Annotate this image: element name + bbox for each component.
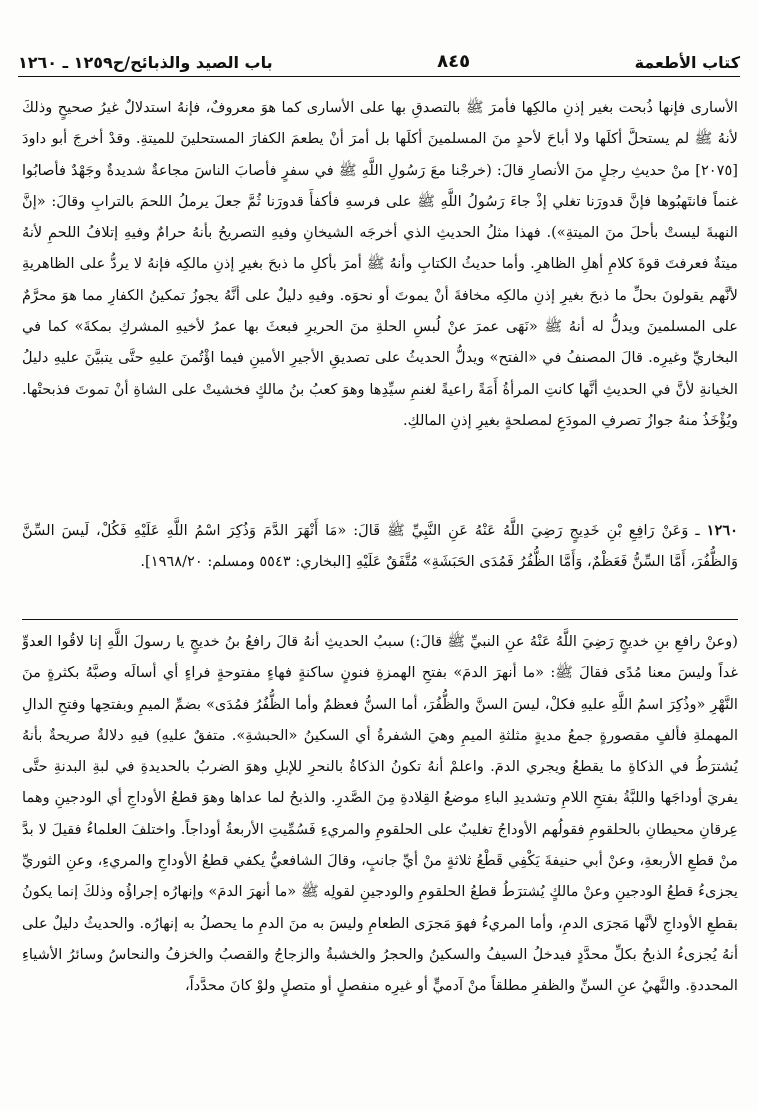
page-body (22, 92, 738, 1094)
header-rule (18, 76, 740, 77)
commentary-paragraph-2: (وعنْ رافعِ بنِ خديجٍ رَضِيَ اللَّهُ عَنْهُ عنِ النبيِّ ﷺ قالَ:) سببُ الحديثِ أنهُ قالَ رافعُ بنُ خديجٍ يا رسولَ اللَّهِ إنا لاقُوا العدوِّ غداً وليسَ معنا مُدًى فقالَ ﷺ: «ما أنهرَ الدمَ» بفتحِ الهمزةِ فنونٍ ساكنةٍ فهاءٍ مفتوحةٍ فراءٍ أي أسالَه وصبَّهُ بكثرةٍ منَ النَّهْرِ «وذُكِرَ اسمُ اللَّهِ عليهِ فكلْ، ليسَ السنَّ والظُّفُرَ، أما السنُّ فعظمٌ وأما الظُّفُرُ فمُدَى» بضمِّ الميمِ وبفتحِها وفتحِ الدالِ المهملةِ فألفٍ مقصورةٍ جمعُ مديةٍ مثلثةِ الميمِ وهيَ الشفرةُ أي السكينُ «الحبشةِ». متفقٌ عليهِ) فيهِ دلالةٌ صريحةٌ بأنهُ يُشترَطُ في الذكاةِ ما يقطعُ ويجري الدمَ. واعلمْ أنهُ تكونُ الذكاةُ بالنحرِ للإبلِ وهوَ الضربُ بالحديدةِ في لبةِ البدنةِ حتَّى يفريَ أوداجَها واللبَّةُ بفتحِ اللامِ وتشديدِ الباءِ موضعُ القِلادةِ مِنَ الصَّدرِ. والذبحُ لما عداها وهوَ قطعُ الأوداجِ أي الودجينِ وهما عِرقانِ محيطانِ بالحلقومِ فقولُهم الأوداجُ تغليبٌ على الحلقومِ والمريءِ فَسُمِّيتِ الأربعةُ أوداجاً. واختلفَ العلماءُ فقيلَ لا بدَّ منْ قطعِ الأربعةِ، وعنْ أبي حنيفةَ يَكْفِي قَطْعُ ثلاثةٍ منْ أيِّ جانبٍ، وقالَ الشافعيُّ يكفي قطعُ الأوداجِ والمريءِ، وعنِ الثوريِّ يجزىءُ قطعُ الودجينِ وعنْ مالكٍ يُشترَطُ قطعُ الحلقومِ والودجينِ لقولِه ﷺ «ما أنهرَ الدمَ» وإنهارُه إجراؤُه وذلكَ إنما يكونُ بقطعِ الأوداجِ لأنَّها مَجرَى الدمِ، وأما المريءُ فهوَ مَجرَى الطعامِ وليسَ به منَ الدمِ ما يحصلُ به إنهارُه. والحديثُ دليلٌ على أنهُ يُجزىءُ الذبحُ بكلِّ محدَّدٍ فيدخلُ السيفُ والسكينُ والحجرُ والخشبةُ والزجاجُ والقصبُ والخزفُ والنحاسُ وسائرُ الأشياءِ المحددةِ. والنَّهيُ عنِ السنِّ والظفرِ مطلقاً منْ آدميٍّ أو غيرِه منفصلٍ أو متصلٍ ولوْ كانَ محدَّداً، (22, 633, 738, 995)
hadith-paragraph (22, 515, 738, 611)
page-number: ٨٤٥ (437, 51, 471, 72)
running-header (18, 42, 740, 72)
commentary-paragraph-1: الأسارى فإنها ذُبحت بغير إذنِ مالكِها فأمرَ ﷺ بالتصدقِ بها على الأسارى كما هوَ معروفٌ، فإنهُ استدلالٌ غيرُ صحيحٍ وذلكَ لأنهُ ﷺ لم يستحلَّ أكلَها ولا أباحَ لأحدٍ منَ المسلمينَ أكلَها بل أمرَ أنْ يطعمَ الكفارَ المستحلينَ للميتةِ. وقدْ أخرجَ أبو داودَ [٢٠٧٥] منْ حديثِ رجلٍ منَ الأنصارِ قالَ: (خرجْنا معَ رَسُولِ اللَّهِ ﷺ في سفرٍ فأصابَ الناسَ مجاعةٌ شديدةٌ وجَهْدٌ فأصابُوا غنماً فانتَهبُوها فإنَّ قدورَنا تغلي إذْ جاءَ رَسُولُ اللَّهِ ﷺ على فرسهِ فأكفأَ قدورَنا ثُمَّ جعلَ يرملُ اللحمَ بالترابِ وقالَ: «إنَّ النهبةَ ليستْ بأحلَ منَ الميتةِ»). فهذا مثلُ الحديثِ الذي أخرجَه الشيخانِ وفيهِ التصريحُ بأنهُ حرامٌ وفيهِ إتلافُ اللحمِ لأنهُ ميتةٌ فعرفتَ قوةَ كلامِ أهلِ الظاهرِ. وأما حديثُ الكتابِ وأنهُ ﷺ أمرَ بأكلِ ما ذبحَ بغيرِ إذنِ مالكِه فإنهُ لا يردُّ على الظاهريةِ لأنَّهم يقولونَ بحلِّ ما ذبحَ بغيرِ إذنِ مالكِه مخافةَ أنْ يموتَ أو نحوَه. وفيهِ دليلٌ على أنَّهُ يجوزُ تمكينُ الكفارِ مما هوَ محرَّمٌ على المسلمينَ ويدلُّ له أنهُ ﷺ «نَهَى عمرَ عنْ لُبسِ الحلةِ منَ الحريرِ فبعثَ بها عمرُ لأخيهِ المشركِ بمكةَ» كما في البخاريِّ وغيرِه. قالَ المصنفُ في «الفتح» ويدلُّ الحديثُ على تصديقِ الأجيرِ الأمينِ فيما اؤْتُمنَ عليهِ حتَّى يتبيَّنَ عليهِ دليلُ الخيانةِ لأنَّ في الحديثِ أنَّها كانتِ المرأةُ أَمَةً راعيةً لغنمِ سيِّدِها وهوَ كعبُ بنُ مالكٍ فخشيتْ على الشاةِ أنْ تموتَ فذبحتْها. ويُؤْخَذُ منهُ جوازُ تصرفِ المودَعِ لمصلحةٍ بغيرِ إذنِ المالكِ. (22, 99, 738, 429)
hadith-number: ١٢٦٠ (706, 522, 738, 539)
section-divider (22, 619, 738, 620)
hadith-text: ـ وَعَنْ رَافِعِ بْنِ خَدِيجٍ رَضِيَ اللَّهُ عَنْهُ عَنِ النَّبِيِّ ﷺ قَالَ: «مَا أَنْهَرَ الدَّمَ وَذُكِرَ اسْمُ اللَّهِ عَلَيْهِ فَكُلْ، لَيسَ السِّنَّ وَالظُّفُرَ، أَمَّا السِّنُّ فَعَظْمٌ، وَأَمَّا الظُّفُرُ فَمُدَى الحَبَشَةِ» مُتَّفَقٌ عَلَيْهِ [البخاري: ٥٥٤٣ ومسلم: ١٩٦٨/٢٠]. (22, 522, 738, 571)
book-title: كتاب الأطعمة (634, 53, 740, 72)
chapter-reference: باب الصيد والذبائح/ح١٢٥٩ ـ ١٢٦٠ (18, 53, 273, 72)
